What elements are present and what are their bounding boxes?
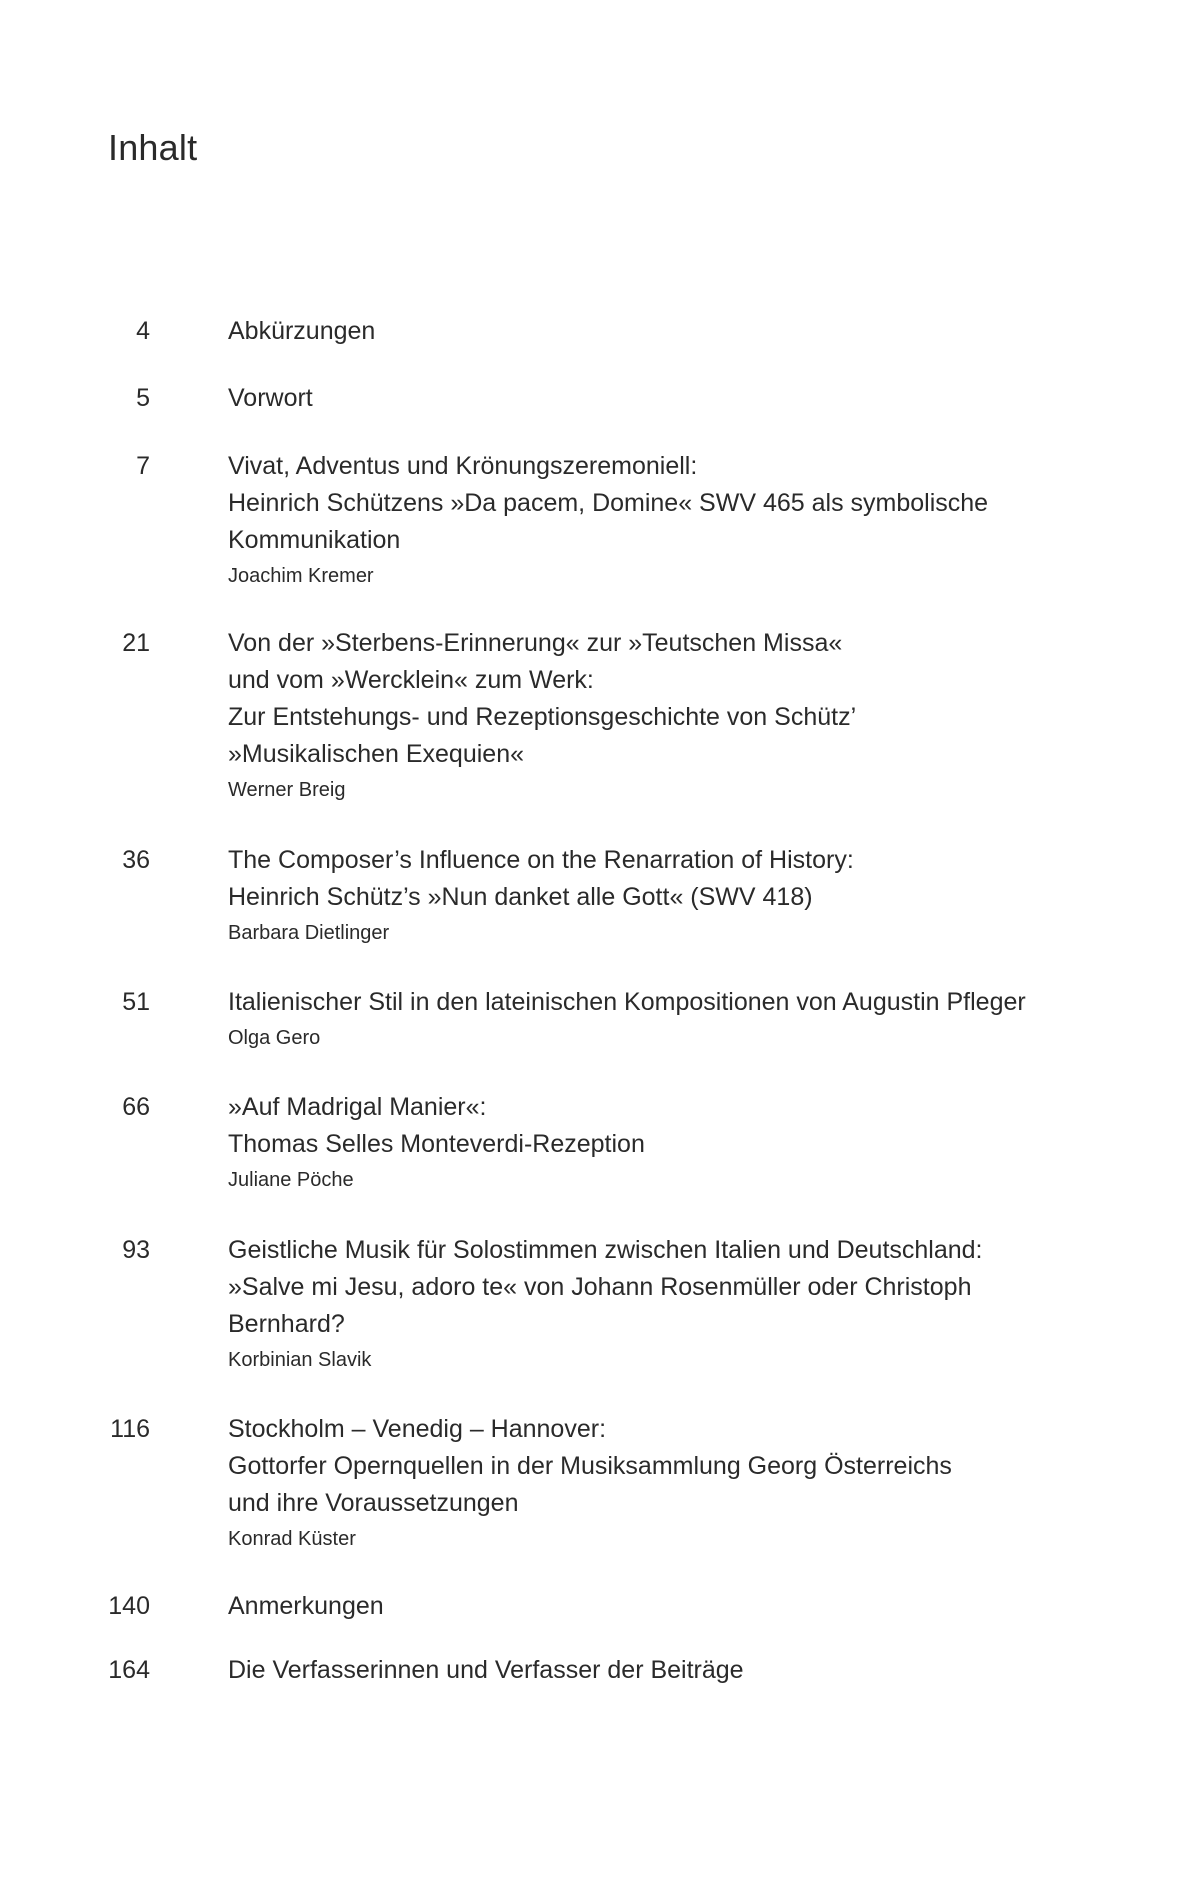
page-number: 51	[122, 988, 150, 1016]
entry-title: Anmerkungen	[228, 1592, 384, 1620]
entry-title: Italienischer Stil in den lateinischen Kompositionen von Augustin Pfleger	[228, 988, 1026, 1016]
page-number: 21	[122, 629, 150, 657]
entry-author: Werner Breig	[228, 779, 346, 801]
page-number: 66	[122, 1093, 150, 1121]
entry-title: Heinrich Schützens »Da pacem, Domine« SWV 465 als symbolische	[228, 489, 989, 517]
entry-title: Abkürzungen	[228, 317, 376, 345]
entry-title: Heinrich Schütz’s »Nun danket alle Gott« (SWV 418)	[228, 883, 813, 911]
entry-title: »Auf Madrigal Manier«:	[228, 1093, 487, 1121]
entry-title: »Salve mi Jesu, adoro te« von Johann Rosenmüller oder Christoph	[228, 1273, 972, 1301]
entry-title: The Composer’s Influence on the Renarration of History:	[228, 846, 854, 874]
page-number: 5	[136, 384, 150, 412]
entry-title: und vom »Wercklein« zum Werk:	[228, 666, 594, 694]
page-number: 140	[108, 1592, 150, 1620]
entry-author: Olga Gero	[228, 1027, 321, 1049]
entry-title: Von der »Sterbens-Erinnerung« zur »Teutschen Missa«	[228, 629, 843, 657]
entry-title: Kommunikation	[228, 526, 401, 554]
entry-title: und ihre Voraussetzungen	[228, 1489, 519, 1517]
entry-author: Konrad Küster	[228, 1528, 356, 1550]
page-number: 36	[122, 846, 150, 874]
entry-title: Gottorfer Opernquellen in der Musiksammlung Georg Österreichs	[228, 1452, 952, 1480]
entry-title: Stockholm – Venedig – Hannover:	[228, 1415, 607, 1443]
page-number: 7	[136, 452, 150, 480]
entry-title: Die Verfasserinnen und Verfasser der Beiträge	[228, 1656, 744, 1684]
entry-title: Vivat, Adventus und Krönungszeremoniell:	[228, 452, 698, 480]
page-number: 4	[136, 317, 150, 345]
entry-title: Geistliche Musik für Solostimmen zwischen Italien und Deutschland:	[228, 1236, 983, 1264]
entry-author: Korbinian Slavik	[228, 1349, 372, 1371]
page-number: 164	[108, 1656, 150, 1684]
page-number: 116	[110, 1415, 150, 1443]
entry-title: »Musikalischen Exequien«	[228, 740, 525, 768]
entry-title: Thomas Selles Monteverdi-Rezeption	[228, 1130, 645, 1158]
entry-title: Zur Entstehungs- und Rezeptionsgeschichte von Schütz’	[228, 703, 857, 731]
entry-author: Juliane Pöche	[228, 1169, 354, 1191]
entry-author: Joachim Kremer	[228, 565, 374, 587]
entry-author: Barbara Dietlinger	[228, 922, 390, 944]
page-title: Inhalt	[108, 127, 198, 168]
entry-title: Vorwort	[228, 384, 313, 412]
entry-title: Bernhard?	[228, 1310, 345, 1338]
page-number: 93	[122, 1236, 150, 1264]
